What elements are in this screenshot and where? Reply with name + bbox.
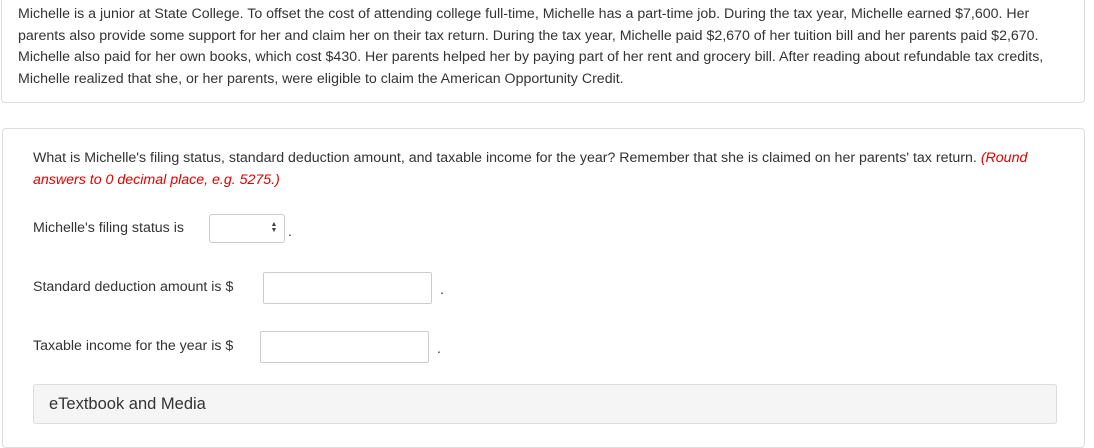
question-text — [33, 148, 1043, 191]
etextbook-media-label: eTextbook and Media — [49, 395, 206, 413]
taxable-income-period: . — [437, 340, 441, 356]
scenario-panel — [1, 0, 1085, 103]
taxable-income-label: Taxable income for the year is $ — [33, 338, 234, 354]
select-updown-arrows-icon: ▲ ▼ — [270, 221, 278, 234]
taxable-income-input[interactable] — [260, 331, 429, 363]
standard-deduction-input[interactable] — [263, 272, 432, 304]
question-prompt: What is Michelle's filing status, standard deduction amount, and taxable income for the year? Remember that she is claimed on her parents' tax return. — [33, 150, 977, 166]
filing-status-period: . — [288, 223, 292, 239]
etextbook-media-button[interactable] — [33, 384, 1057, 424]
filing-status-select[interactable] — [209, 214, 285, 243]
question-panel — [2, 128, 1085, 448]
standard-deduction-label: Standard deduction amount is $ — [33, 279, 234, 295]
scenario-text: Michelle is a junior at State College. To offset the cost of attending college full-time, Michelle has a part-time job. During the tax year, Michelle earned $7,600. Her parents also provide some support for her and claim her on their tax return. During the tax year, Michelle paid $2,670 of her tuition bill and her parents paid $2,670. Michelle also paid for her own books, which cost $430. Her parents helped her by paying part of her rent and grocery bill. After reading about refundable tax credits, Michelle realized that she, or her parents, were eligible to claim the American Opportunity Credit. — [18, 6, 1044, 87]
filing-status-label: Michelle's filing status is — [33, 220, 184, 236]
rounding-hint: (Round answers to 0 decimal place, e.g. 5275.) — [33, 150, 1028, 188]
standard-deduction-period: . — [440, 281, 444, 297]
